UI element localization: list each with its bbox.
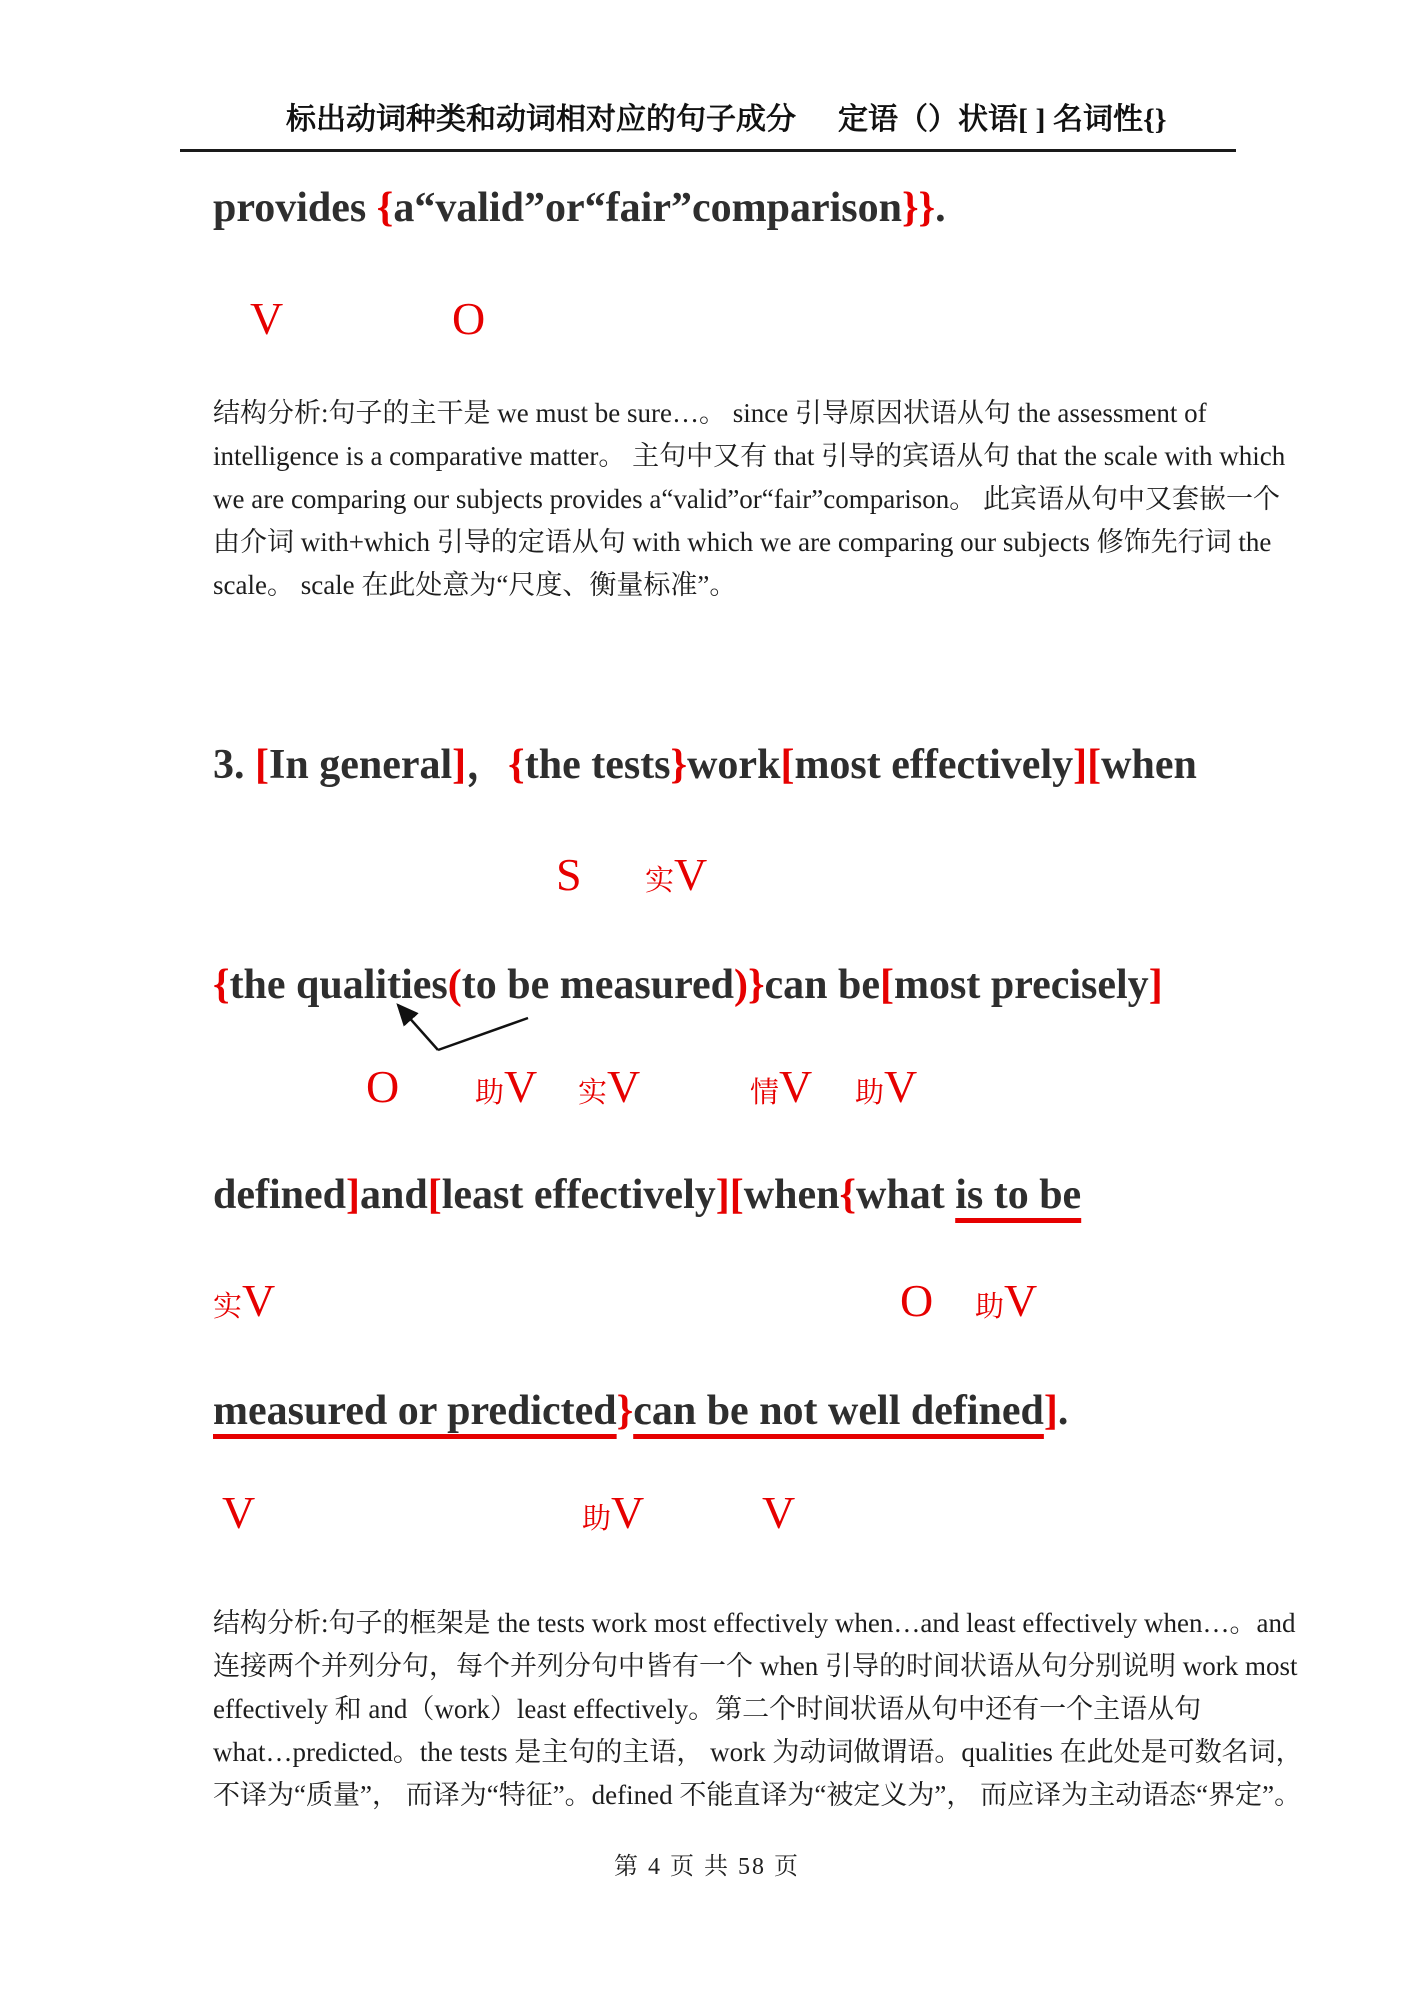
paragraph-line: 结构分析:句子的主干是 we must be sure…。 since 引导原因状语从句 the assessment of bbox=[213, 398, 1207, 428]
paren-close: ) bbox=[733, 962, 748, 1008]
marker-prefix: 助 bbox=[582, 1503, 612, 1535]
sentence-line bbox=[213, 740, 1197, 790]
bracket-close: ] bbox=[346, 1172, 361, 1218]
sentence-text: a“valid”or“fair”comparison bbox=[393, 185, 902, 231]
header-rule bbox=[180, 149, 1236, 152]
sentence-text: the tests bbox=[524, 742, 671, 788]
sentence-number: 3. bbox=[213, 742, 255, 788]
bracket-open: [ bbox=[1087, 742, 1102, 788]
bracket-open: [ bbox=[780, 742, 795, 788]
paragraph-line: intelligence is a comparative matter。 主句中又有 that 引导的宾语从句 that the scale with which bbox=[213, 441, 1286, 471]
bracket-open: [ bbox=[880, 962, 895, 1008]
marker-letter: V bbox=[674, 849, 708, 900]
sentence-text: most effectively bbox=[794, 742, 1074, 788]
sentence-text: . bbox=[1057, 1388, 1069, 1434]
sentence-text: the qualities bbox=[229, 962, 448, 1008]
marker-letter: V bbox=[607, 1061, 641, 1112]
sentence-text: In general bbox=[269, 742, 453, 788]
marker-prefix: 助 bbox=[975, 1291, 1005, 1323]
bracket-close: ] bbox=[452, 742, 467, 788]
bracket-close: ] bbox=[715, 1172, 730, 1218]
grammar-marker-zhu-v bbox=[475, 1061, 538, 1112]
brace-close: } bbox=[747, 962, 765, 1008]
brace-close: } bbox=[670, 742, 688, 788]
marker-prefix: 情 bbox=[750, 1077, 780, 1109]
sentence-line bbox=[213, 960, 1163, 1010]
sentence-text: to be measured bbox=[461, 962, 734, 1008]
sentence-text: ， bbox=[466, 742, 509, 788]
underlined-text: measured or predicted bbox=[213, 1388, 617, 1434]
grammar-marker-zhu-v bbox=[975, 1275, 1038, 1326]
grammar-marker-o: O bbox=[900, 1275, 934, 1326]
bracket-close: ] bbox=[1148, 962, 1163, 1008]
sentence-line bbox=[213, 183, 946, 233]
grammar-marker-qing-v bbox=[750, 1061, 813, 1112]
footer-page-number: 第 4 页 共 58 页 bbox=[614, 1854, 800, 1880]
grammar-marker-zhu-v bbox=[855, 1061, 918, 1112]
underlined-text: is to be bbox=[955, 1172, 1082, 1218]
marker-prefix: 实 bbox=[578, 1077, 608, 1109]
marker-letter: V bbox=[884, 1061, 918, 1112]
marker-letter: V bbox=[779, 1061, 813, 1112]
bracket-open: [ bbox=[729, 1172, 744, 1218]
bracket-close: ] bbox=[1073, 742, 1088, 788]
grammar-marker-v: V bbox=[222, 1487, 256, 1538]
paragraph-line: 连接两个并列分句，每个并列分句中皆有一个 when 引导的时间状语从句分别说明 work most bbox=[213, 1651, 1298, 1681]
sentence-text: when bbox=[743, 1172, 840, 1218]
grammar-marker-o: O bbox=[366, 1061, 400, 1112]
analysis-paragraph bbox=[213, 392, 1286, 607]
grammar-marker-o: O bbox=[452, 293, 486, 344]
paren-open: ( bbox=[447, 962, 462, 1008]
underlined-text: can be not well defined bbox=[633, 1388, 1044, 1434]
grammar-marker-shi-v bbox=[645, 849, 708, 900]
marker-letter: V bbox=[242, 1275, 276, 1326]
marker-prefix: 实 bbox=[213, 1291, 243, 1323]
paragraph-line: 不译为“质量”， 而译为“特征”。defined 不能直译为“被定义为”， 而应译为主动语态“界定”。 bbox=[213, 1780, 1302, 1810]
paragraph-line: effectively 和 and（work）least effectively。第二个时间状语从句中还有一个主语从句 bbox=[213, 1694, 1202, 1724]
paragraph-line: 由介词 with+which 引导的定语从句 with which we are comparing our subjects 修饰先行词 the bbox=[213, 527, 1272, 557]
sentence-text: what bbox=[856, 1172, 956, 1218]
sentence-text: can be bbox=[764, 962, 881, 1008]
sentence-text: most precisely bbox=[894, 962, 1149, 1008]
sentence-text: defined bbox=[213, 1172, 347, 1218]
brace-open: { bbox=[376, 185, 394, 231]
brace-open: { bbox=[213, 962, 230, 1008]
marker-prefix: 助 bbox=[475, 1077, 505, 1109]
sentence-text: least effectively bbox=[441, 1172, 716, 1218]
grammar-marker-s: S bbox=[556, 849, 582, 900]
paragraph-line: scale。 scale 在此处意为“尺度、衡量标准”。 bbox=[213, 570, 737, 600]
sentence-text: when bbox=[1101, 742, 1197, 788]
bracket-close: ] bbox=[1043, 1388, 1058, 1434]
pointer-arrow-icon bbox=[370, 988, 570, 1078]
marker-letter: V bbox=[1004, 1275, 1038, 1326]
header-left-label: 标出动词种类和动词相对应的句子成分 bbox=[286, 103, 796, 136]
grammar-marker-shi-v bbox=[213, 1275, 276, 1326]
sentence-text: and bbox=[360, 1172, 428, 1218]
brace-close: } bbox=[616, 1388, 634, 1434]
grammar-marker-shi-v bbox=[578, 1061, 641, 1112]
brace-open: { bbox=[839, 1172, 857, 1218]
analysis-paragraph bbox=[213, 1602, 1303, 1817]
sentence-text: . bbox=[935, 185, 946, 231]
paragraph-line: what…predicted。the tests 是主句的主语， work 为动词做谓语。qualities 在此处是可数名词， bbox=[213, 1737, 1303, 1767]
sentence-text: work bbox=[687, 742, 781, 788]
marker-prefix: 实 bbox=[645, 865, 675, 897]
bracket-open: [ bbox=[255, 742, 269, 788]
grammar-marker-zhu-v bbox=[582, 1487, 645, 1538]
header-right-label: 定语（）状语[ ] 名词性{} bbox=[838, 103, 1167, 136]
sentence-line bbox=[213, 1386, 1068, 1436]
sentence-text: provides bbox=[213, 185, 377, 231]
grammar-marker-v: V bbox=[762, 1487, 796, 1538]
brace-close: }} bbox=[901, 185, 936, 231]
marker-letter: V bbox=[504, 1061, 538, 1112]
paragraph-line: we are comparing our subjects provides a“valid”or“fair”comparison。 此宾语从句中又套嵌一个 bbox=[213, 484, 1280, 514]
bracket-open: [ bbox=[427, 1172, 442, 1218]
paragraph-line: 结构分析:句子的框架是 the tests work most effectively when…and least effectively when…。and bbox=[213, 1608, 1296, 1638]
grammar-marker-v: V bbox=[250, 293, 284, 344]
marker-letter: V bbox=[611, 1487, 645, 1538]
marker-prefix: 助 bbox=[855, 1077, 885, 1109]
brace-open: { bbox=[508, 742, 525, 788]
sentence-line bbox=[213, 1170, 1081, 1220]
